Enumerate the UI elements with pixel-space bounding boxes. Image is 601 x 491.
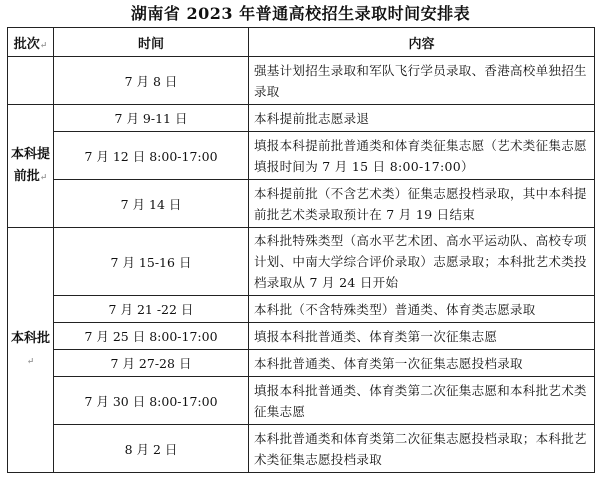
header-content: 内容 — [249, 28, 595, 57]
content-cell: 填报本科提前批普通类和体育类征集志愿（艺术类征集志愿填报时间为 7 月 15 日 8:00-17:00） — [249, 132, 595, 180]
batch-group-early: 本科提前批↵ — [8, 105, 54, 228]
content-cell: 本科提前批志愿录退 — [249, 105, 595, 132]
content-cell: 填报本科批普通类、体育类第二次征集志愿和本科批艺术类征集志愿 — [249, 377, 595, 425]
content-cell: 本科批普通类、体育类第一次征集志愿投档录取 — [249, 350, 595, 377]
content-cell: 填报本科批普通类、体育类第一次征集志愿 — [249, 323, 595, 350]
date-cell: 7 月 12 日 8:00-17:00 — [54, 132, 249, 180]
table-row — [8, 296, 595, 323]
table-row — [8, 180, 595, 228]
page-title: 湖南省 2023 年普通高校招生录取时间安排表 — [130, 4, 471, 23]
content-cell: 本科批（不含特殊类型）普通类、体育类志愿录取 — [249, 296, 595, 323]
date-cell: 7 月 9-11 日 — [54, 105, 249, 132]
table-row — [8, 105, 595, 132]
date-cell: 7 月 25 日 8:00-17:00 — [54, 323, 249, 350]
table-row — [8, 425, 595, 473]
date-cell: 7 月 15-16 日 — [54, 228, 249, 296]
table-row — [8, 323, 595, 350]
table-row — [8, 228, 595, 296]
date-cell: 8 月 2 日 — [54, 425, 249, 473]
table-header-row — [8, 28, 595, 57]
schedule-table — [7, 27, 595, 473]
table-row — [8, 377, 595, 425]
table-row — [8, 57, 595, 105]
header-time: 时间 — [54, 28, 249, 57]
date-cell: 7 月 8 日 — [54, 57, 249, 105]
content-cell: 强基计划招生录取和军队飞行学员录取、香港高校单独招生录取 — [249, 57, 595, 105]
content-cell: 本科批普通类和体育类第二次征集志愿投档录取；本科批艺术类征集志愿投档录取 — [249, 425, 595, 473]
date-cell: 7 月 30 日 8:00-17:00 — [54, 377, 249, 425]
content-cell: 本科批特殊类型（高水平艺术团、高水平运动队、高校专项计划、中南大学综合评价录取）志愿录取；本科批艺术类投档录取从 7 月 24 日开始 — [249, 228, 595, 296]
table-row — [8, 132, 595, 180]
date-cell: 7 月 27-28 日 — [54, 350, 249, 377]
return-mark-icon: ↵ — [39, 172, 48, 183]
date-cell: 7 月 14 日 — [54, 180, 249, 228]
date-cell: 7 月 21 -22 日 — [54, 296, 249, 323]
batch-group-regular: 本科批↵ — [8, 228, 54, 473]
table-row — [8, 350, 595, 377]
return-mark-icon: ↵ — [39, 40, 48, 51]
batch-cell-empty — [8, 57, 54, 105]
header-batch: 批次↵ — [8, 28, 54, 57]
content-cell: 本科提前批（不含艺术类）征集志愿投档录取，其中本科提前批艺术类录取预计在 7 月 19 日结束 — [249, 180, 595, 228]
return-mark-icon: ↵ — [26, 356, 35, 367]
